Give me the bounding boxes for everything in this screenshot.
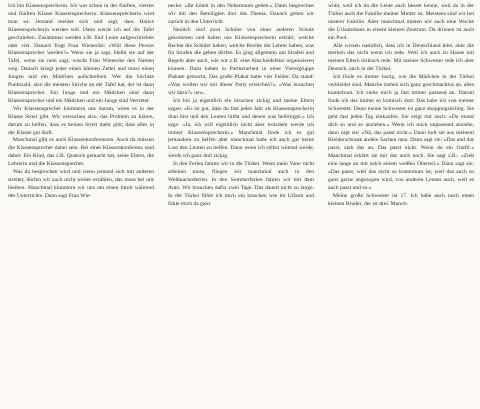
paragraph: Ich finde es immer lustig, wie die Mädchen in der Türkei verkleidet sind. Manche ziehen sich ganz geschmacklos an, alles kunterbunt. Ich ziehe mich ja fast immer passend an. Darum finde ich das immer so komisch dort. Das habe ich von meiner Schwester. Denn meine Schwester ist ganz shoppingsüchtig. Sie geht fast jeden Tag einkaufen. Sie zeigt mir auch: »Du musst dich so und so anziehen.« Wenn ich mich unpassend anziehe, dann sagt sie: »Nä, das passt nicht.« Dann holt sie aus meinem Kleiderschrank andere Sachen raus. Dann sagt sie: »Das und das passt, zieh das an. Das passt nicht. Wenn du ein Outfit.« Manchmal erklärt sie mir das auch noch. Sie sagt z.B.: »Zieh eine lange an mit solch einem weißen Oberteil.« Dann sagt sie: »Das passt, weil das nicht so kunterbunt ist, weil das auch so ganz gerne angezogen wird, von anderen Leuten auch, weil es auch passt und so.« <box>328 74 474 191</box>
text-column-3 <box>328 3 474 409</box>
paragraph: Wir Klassensprecher kümmern uns darum, wenn es in der Klasse Streit gibt. Wir versuchen also, das Problem zu klären, darum zu helfen, dass es keinen Streit mehr gibt, dass alles in der Klasse gut läuft. <box>8 105 154 136</box>
paragraph: Meine große Schwester ist 17. Ich habe auch noch einen kleinen Bruder, der ist drei. Manch- <box>328 192 474 207</box>
text-column-1 <box>8 3 154 409</box>
paragraph: Manchmal gibt es auch Klassenkonferenzen. Auch da müssen die Klassensprecher dabei sein. Bei einer Klassenkonferenz sind dabei: Ein Kind, das z.B. Quatsch gemacht hat, seine Eltern, die Lehrerin und die Klassensprecher. <box>8 137 154 168</box>
paragraph: Neulich sind zwei Schüler von einer anderen Schule gekommen und haben uns Klassensprecherin erklärt, welche Rechte die Schüler haben, welche Rechte die Lehrer haben, was für Strafen die geben dürfen. Es ging allgemein um Strafen und Regeln aber auch, wie wir z.B. eine Abschiedsfeier organisieren können. Dazu haben in Partnerarbeit in einer Vierergruppe Plakate gemacht. Das große Plakat hatte vier Felder. Da stand: »Was wollen wir mit dieser Party erreichen?«, »Was brauchen wir dazu?« usw.. <box>168 26 314 96</box>
paragraph: Alle wissen natürlich, dass ich in Deutschland lebe, aber die merken das nicht wenn ich rede. Weil ich auch zu Hause mit meinen Eltern türkisch rede. Mit meiner Schwester rede ich aber Deutsch, auch in der Türkei. <box>328 42 474 73</box>
paragraph: Ich bin Klassensprecherin. Ich war schon in der fünften, vierten und fünften Klasse Klassensprecherin. Klassensprecherin wird man so: Jemand meldet sich und sagt, dass Hatice Klassensprecherin werden soll. Dann werde ich auf die Tafel geschrieben. Zusammen werden z.B. fünf Leute aufgeschrieben oder vier. Danach fragt Frau Wienecke: »Will diese Person Klassensprecher werden?« Wenn sie ja sagt, bleibt sie auf der Tafel, wenn sie nein sagt, wischt Frau Wienecke den Namen weg. Danach kriegt jeder einen kleinen Zettel und muss einen Jungen und ein Mädchen aufschreiben. Wer die höchste Punktzahl, also die meisten Striche an der Tafel hat, der ist dann Klassensprecher. Ein Junge und ein Mädchen sind dann Klassensprecher und ein Mädchen und ein Junge sind Vertreter. <box>8 3 154 104</box>
paragraph: Ich bin ja eigentlich ein bisschen zickig und meine Eltern sagen: »Es ist gut, dass du fast jedes Jahr als Klassensprecherin dran bist und den Leuten hilfst und denen was beibringst.« Ich sage: »Ja, ich will eigentlich nicht aber trotzdem werde ich immer Klassensprecherin.« Manchmal finde ich es gut jemandem zu helfen aber manchmal habe ich auch gar keine Lust den Leuten zu helfen. Dann wenn ich selbst wütend werde, werde ich ganz doll zickig. <box>168 97 314 160</box>
paragraph: necke: »Ihr könnt in den Nebenraum gehen.« Dann besprechen wir mit den Beteiligten dort das Thema. Danach gehen wir zurück in den Unterricht. <box>168 3 314 25</box>
paragraph: Was da besprochen wird und wenn jemand sich mit anderen streitet, dürfen wir auch nicht weiter erzählen, das muss bei uns bleiben. Manchmal kümmern wir uns um einen Streit während des Unterrichts. Dann sagt Frau Wie- <box>8 169 154 199</box>
text-column-2 <box>168 3 314 409</box>
paragraph: wohl, weil ich da die Leute auch besser kenne, weil da in der Türkei auch die Familie meiner Mutter ist. Meistens sind wir bei unserer Familie. Aber manchmal mieten wir auch eine Woche die Urlaubshaus in einem kleinen Zentrum. Da drinnen ist auch ein Pool. <box>328 3 474 41</box>
paragraph: In den Ferien fahren wir in die Türkei. Wenn mein Vater nicht arbeiten muss, fliegen wir manchmal auch in den Weihnachtsferien. In den Sommerferien fahren wir mit dem Auto. Wir brauchen dafür zwei Tage. Das dauert nicht so lange. In der Türkei fühle ich mich ein bisschen wie im Urlaub und fühle mich da ganz <box>168 161 314 207</box>
